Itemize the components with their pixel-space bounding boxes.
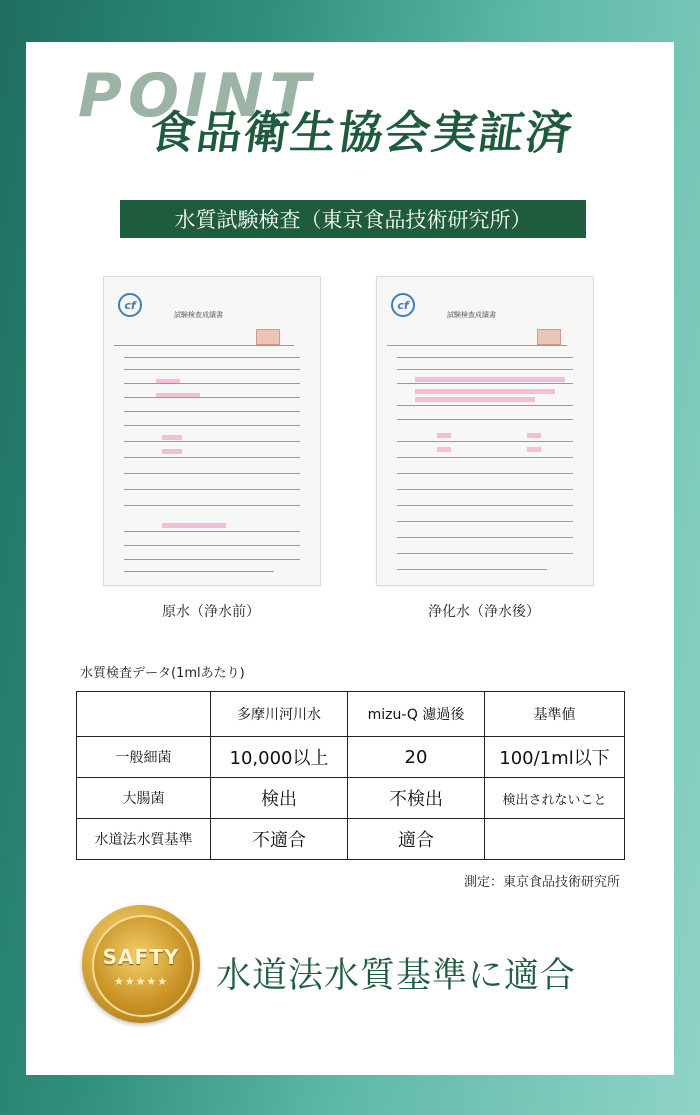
highlight-mark xyxy=(415,397,535,402)
table-cell: 適合 xyxy=(348,819,485,860)
highlight-mark xyxy=(527,433,541,438)
table-cell: 検出されないこと xyxy=(485,778,625,819)
doc-rule xyxy=(397,369,573,370)
section-banner xyxy=(120,200,586,238)
doc-rule xyxy=(124,357,300,358)
doc-rule xyxy=(124,441,300,442)
badge-text: SAFTY xyxy=(102,945,180,969)
table-cell xyxy=(485,819,625,860)
doc-rule xyxy=(124,571,274,572)
table-cell: 10,000以上 xyxy=(211,737,348,778)
doc-rule xyxy=(397,419,573,420)
doc-rule xyxy=(397,505,573,506)
table-row xyxy=(77,819,625,860)
table-cell: 検出 xyxy=(211,778,348,819)
association-logo-icon: cf xyxy=(118,293,142,317)
doc-rule xyxy=(397,537,573,538)
doc-rule xyxy=(397,405,573,406)
highlight-mark xyxy=(162,523,226,528)
report-title: 試験検査成績書 xyxy=(447,311,496,319)
compliance-text: 水道法水質基準に適合 xyxy=(216,956,577,996)
doc-rule xyxy=(397,383,573,384)
headline: 食品衛生協会実証済 xyxy=(146,106,577,159)
row-label: 水道法水質基準 xyxy=(77,819,211,860)
doc-rule xyxy=(397,489,573,490)
header-cell: 多摩川河川水 xyxy=(211,692,348,737)
doc-rule xyxy=(124,383,300,384)
caption-raw-water: 原水（浄水前） xyxy=(162,604,260,620)
badge-stars: ★★★★★ xyxy=(113,975,169,988)
header-cell xyxy=(77,692,211,737)
test-report-raw-water xyxy=(103,276,321,586)
doc-rule xyxy=(124,473,300,474)
highlight-mark xyxy=(415,389,555,394)
header-cell: mizu-Q 濾過後 xyxy=(348,692,485,737)
table-cell: 100/1ml以下 xyxy=(485,737,625,778)
doc-rule xyxy=(397,441,573,442)
doc-rule xyxy=(124,559,300,560)
highlight-mark xyxy=(437,433,451,438)
association-logo-icon: cf xyxy=(391,293,415,317)
point-label: POINT xyxy=(78,61,317,131)
highlight-mark xyxy=(162,449,182,454)
table-row xyxy=(77,737,625,778)
doc-rule xyxy=(124,425,300,426)
doc-rule xyxy=(397,357,573,358)
doc-rule xyxy=(124,531,300,532)
table-cell: 不適合 xyxy=(211,819,348,860)
doc-rule xyxy=(397,569,547,570)
table-cell: 20 xyxy=(348,737,485,778)
doc-rule xyxy=(387,345,567,346)
doc-rule xyxy=(397,521,573,522)
doc-rule xyxy=(124,397,300,398)
table-title: 水質検査データ(1mlあたり) xyxy=(80,666,245,681)
highlight-mark xyxy=(527,447,541,452)
highlight-mark xyxy=(415,377,565,382)
banner-text: 水質試験検査（東京食品技術研究所） xyxy=(174,208,532,232)
report-title: 試験検査成績書 xyxy=(174,311,223,319)
doc-rule xyxy=(397,473,573,474)
doc-rule xyxy=(124,545,300,546)
header-cell: 基準値 xyxy=(485,692,625,737)
seal-stamp-icon xyxy=(256,329,280,345)
water-quality-table xyxy=(76,691,625,860)
safety-badge xyxy=(82,905,200,1023)
table-header-row xyxy=(77,692,625,737)
table-cell: 不検出 xyxy=(348,778,485,819)
doc-rule xyxy=(397,553,573,554)
doc-rule xyxy=(397,457,573,458)
doc-rule xyxy=(114,345,294,346)
doc-rule xyxy=(124,505,300,506)
row-label: 大腸菌 xyxy=(77,778,211,819)
highlight-mark xyxy=(437,447,451,452)
seal-stamp-icon xyxy=(537,329,561,345)
row-label: 一般細菌 xyxy=(77,737,211,778)
doc-rule xyxy=(124,411,300,412)
highlight-mark xyxy=(162,435,182,440)
test-report-purified-water xyxy=(376,276,594,586)
doc-rule xyxy=(124,457,300,458)
doc-rule xyxy=(124,489,300,490)
measurement-source: 測定：東京食品技術研究所 xyxy=(463,875,620,890)
table-row xyxy=(77,778,625,819)
caption-purified-water: 浄化水（浄水後） xyxy=(428,604,540,620)
doc-rule xyxy=(124,369,300,370)
